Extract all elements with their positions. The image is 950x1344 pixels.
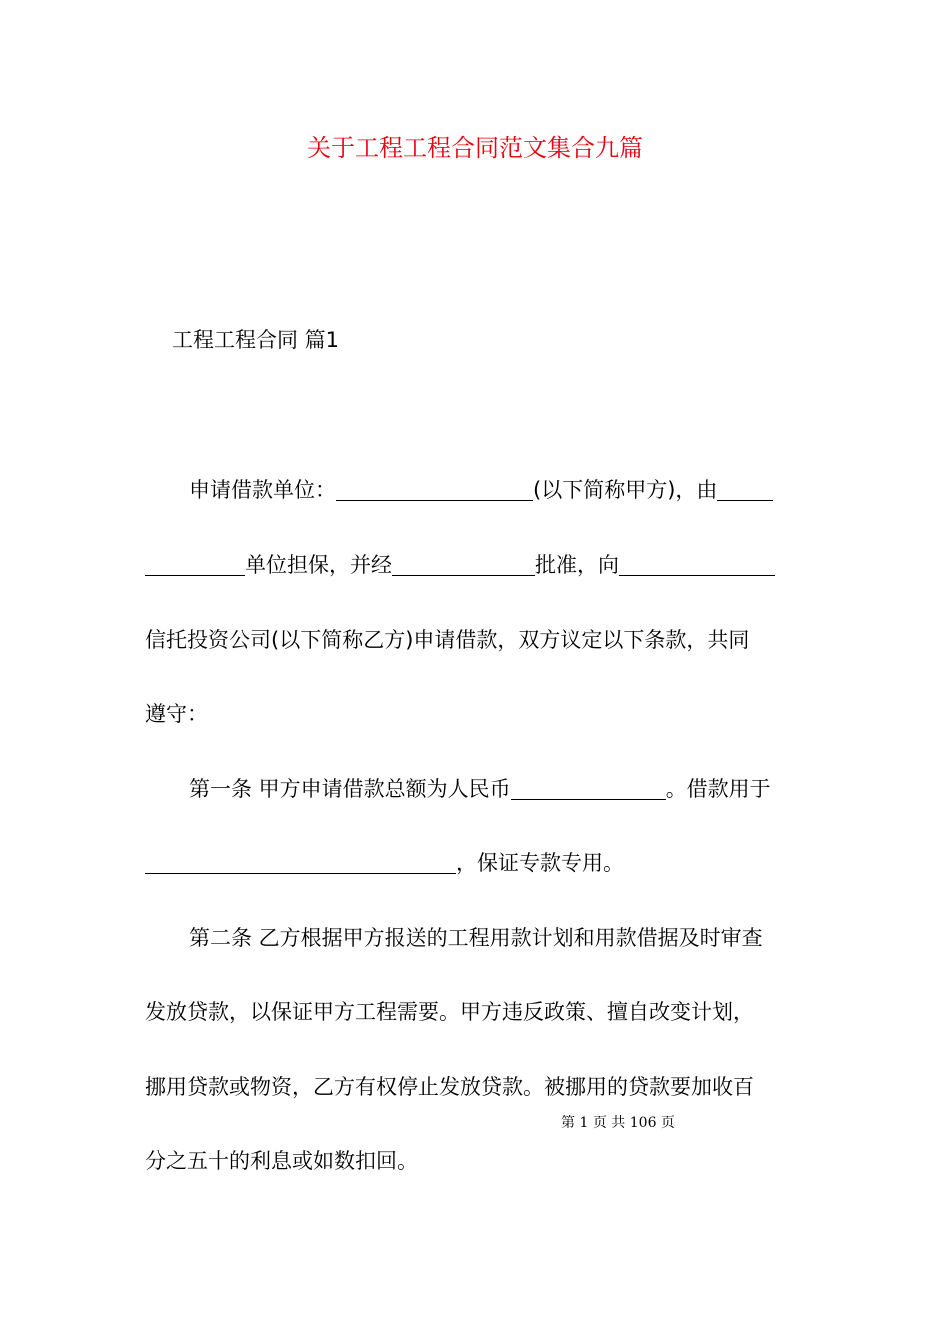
text: 。借款用于 [665, 777, 771, 801]
para1-line1 [189, 470, 773, 510]
text: 单位担保，并经 [245, 553, 392, 577]
para2-line2 [145, 843, 624, 883]
fill-in-blank [145, 847, 456, 874]
para3-line4: 分之五十的利息或如数扣回。 [145, 1149, 418, 1173]
para1-line2 [145, 545, 775, 585]
fill-in-blank [619, 549, 775, 576]
fill-in-blank [392, 549, 535, 576]
text: 第一条 甲方申请借款总额为人民币 [189, 777, 511, 801]
fill-in-blank [511, 773, 666, 800]
text: (以下简称甲方)，由 [533, 478, 718, 502]
para3-line2: 发放贷款，以保证甲方工程需要。甲方违反政策、擅自改变计划， [145, 1000, 754, 1024]
text: 批准，向 [535, 553, 619, 577]
section-heading: 工程工程合同 篇1 [172, 328, 340, 352]
para3-line1: 第二条 乙方根据甲方报送的工程用款计划和用款借据及时审查 [189, 926, 763, 950]
para3-line3: 挪用贷款或物资，乙方有权停止发放贷款。被挪用的贷款要加收百 [145, 1075, 754, 1099]
fill-in-blank [717, 474, 773, 501]
document-title: 关于工程工程合同范文集合九篇 [307, 134, 643, 162]
fill-in-blank [336, 474, 533, 501]
para2-line1 [189, 769, 771, 809]
para1-line4: 遵守： [145, 702, 208, 726]
page-footer: 第 1 页 共 106 页 [561, 1115, 675, 1131]
para1-line3: 信托投资公司(以下简称乙方)申请借款，双方议定以下条款，共同 [145, 628, 750, 652]
fill-in-blank [145, 549, 245, 576]
text: 申请借款单位： [189, 478, 336, 502]
text: ，保证专款专用。 [456, 851, 624, 875]
